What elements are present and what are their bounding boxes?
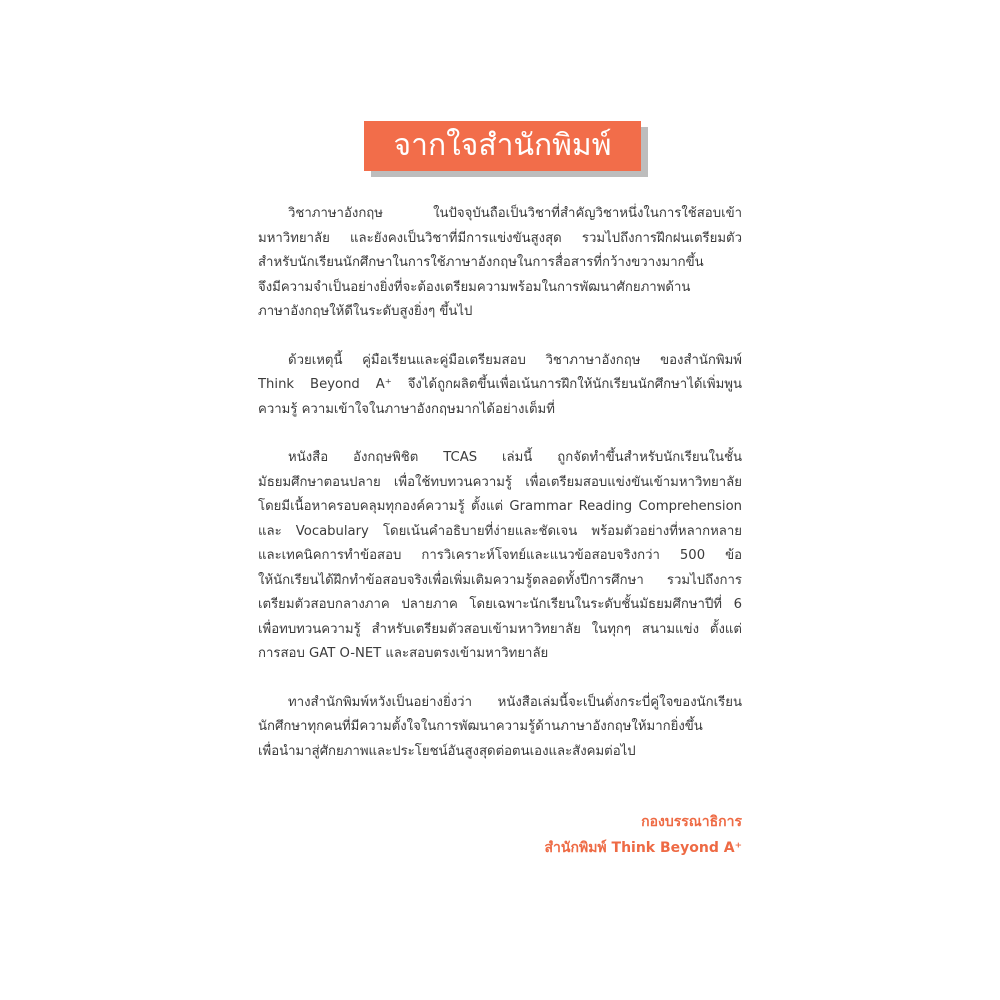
paragraph-line: ให้นักเรียนได้ฝึกทำข้อสอบจริงเพื่อเพิ่มเติมความรู้ตลอดทั้งปีการศึกษา รวมไปถึงการ	[258, 572, 742, 588]
paragraph-4	[258, 691, 742, 765]
paragraph-3	[258, 446, 742, 667]
paragraph-line: ทางสำนักพิมพ์หวังเป็นอย่างยิ่งว่า หนังสือเล่มนี้จะเป็นดั่งกระบี่คู่ใจของนักเรียน	[288, 694, 742, 710]
paragraph-line: Think Beyond A⁺ จึงได้ถูกผลิตขึ้นเพื่อเน้นการฝึกให้นักเรียนนักศึกษาได้เพิ่มพูน	[258, 377, 742, 392]
paragraph-line: และ Vocabulary โดยเน้นคำอธิบายที่ง่ายและชัดเจน พร้อมตัวอย่างที่หลากหลาย	[258, 523, 742, 539]
paragraph-line: หนังสือ อังกฤษพิชิต TCAS เล่มนี้ ถูกจัดทำขึ้นสำหรับนักเรียนในชั้น	[288, 450, 742, 465]
signature-block	[545, 809, 742, 861]
paragraph-line: ความรู้ ความเข้าใจในภาษาอังกฤษมากได้อย่างเต็มที่	[258, 401, 555, 417]
paragraph-line: ด้วยเหตุนี้ คู่มือเรียนและคู่มือเตรียมสอบ วิชาภาษาอังกฤษ ของสำนักพิมพ์	[288, 352, 742, 368]
paragraph-line: การสอบ GAT O-NET และสอบตรงเข้ามหาวิทยาลัย	[258, 646, 549, 661]
paragraph-line: จึงมีความจำเป็นอย่างยิ่งที่จะต้องเตรียมความพร้อมในการพัฒนาศักยภาพด้าน	[258, 279, 691, 295]
paragraph-line: นักศึกษาทุกคนที่มีความตั้งใจในการพัฒนาความรู้ด้านภาษาอังกฤษให้มากยิ่งขึ้น	[258, 719, 703, 734]
publisher-name: สำนักพิมพ์ Think Beyond A⁺	[544, 840, 742, 856]
paragraph-2	[258, 349, 742, 423]
paragraph-line: สำหรับนักเรียนนักศึกษาในการใช้ภาษาอังกฤษในการสื่อสารที่กว้างขวางมากขึ้น	[258, 255, 704, 270]
paragraph-line: วิชาภาษาอังกฤษ ในปัจจุบันถือเป็นวิชาที่สำคัญวิชาหนึ่งในการใช้สอบเข้า	[288, 206, 742, 221]
paragraph-line: เพื่อทบทวนความรู้ สำหรับเตรียมตัวสอบเข้ามหาวิทยาลัย ในทุกๆ สนามแข่ง ตั้งแต่	[258, 621, 742, 637]
paragraph-line: เตรียมตัวสอบกลางภาค ปลายภาค โดยเฉพาะนักเรียนในระดับชั้นมัธยมศึกษาปีที่ 6	[258, 597, 742, 612]
paragraph-line: มัธยมศึกษาตอนปลาย เพื่อใช้ทบทวนความรู้ เพื่อเตรียมสอบแข่งขันเข้ามหาวิทยาลัย	[258, 474, 742, 490]
body-content	[258, 202, 742, 788]
paragraph-line: โดยมีเนื้อหาครอบคลุมทุกองค์ความรู้ ตั้งแต่ Grammar Reading Comprehension	[258, 499, 742, 514]
paragraph-line: ภาษาอังกฤษให้ดีในระดับสูงยิ่งๆ ขึ้นไป	[258, 304, 473, 319]
paragraph-line: เพื่อนำมาสู่ศักยภาพและประโยชน์อันสูงสุดต่อตนเองและสังคมต่อไป	[258, 743, 636, 759]
paragraph-1	[258, 202, 742, 325]
paragraph-line: และเทคนิคการทำข้อสอบ การวิเคราะห์โจทย์และแนวข้อสอบจริงกว่า 500 ข้อ	[258, 548, 742, 563]
editorial-board: กองบรรณาธิการ	[641, 814, 742, 830]
page-title: จากใจสำนักพิมพ์	[364, 121, 641, 171]
paragraph-line: มหาวิทยาลัย และยังคงเป็นวิชาที่มีการแข่งขันสูงสุด รวมไปถึงการฝึกฝนเตรียมตัว	[258, 230, 742, 246]
